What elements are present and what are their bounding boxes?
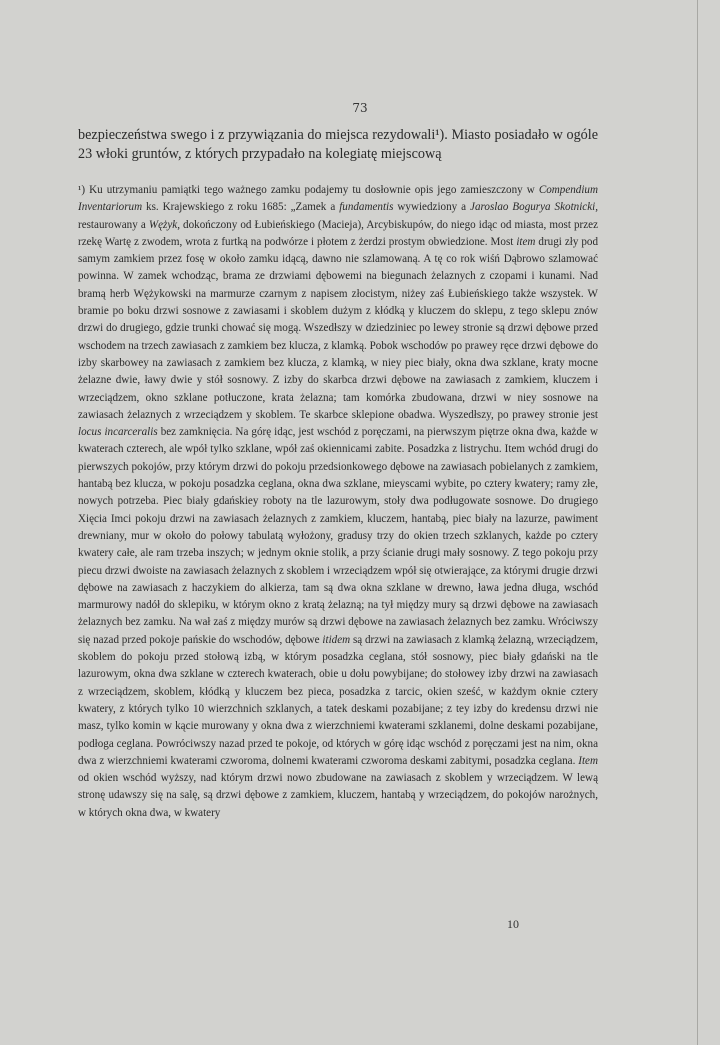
footnote-italic: Wężyk,	[148, 218, 180, 231]
page-fold-edge	[697, 0, 698, 1045]
footnote	[78, 182, 598, 822]
page-number: 73	[352, 101, 368, 115]
footnote-italic: fundamentis	[339, 201, 394, 214]
footnote-text: wywiedziony a	[393, 201, 471, 214]
footnote-italic: Jaroslao Bogurya Skotnicki,	[470, 201, 598, 214]
footnote-italic: item	[516, 235, 536, 248]
footnote-text: bez zamknięcia. Na górę idąc, jest wschód z poręczami, na pierwszym piętrze okna dwa, każde w kwaterach czterech, ale wpół tylko szklane, wpół zaś okiennicami zabite. Posadzka z listrychu. Item wchód drugi do pierwszych pokojów, przy którym drzwi do pokoju przedsionkowego dębowe na zawiasach pobielanych z zamkiem, hantabą bez klucza, w pokoju posadzka ceglana, okna dwa szklane, mieyscami wybite, po cztery kwatery; ramy złe, nowych potrzeba. Piec biały gdańskiey roboty na tle lazurowym, stoły dwa podługowate sosnowe. Do drugiego Xięcia Imci pokoju drzwi na zawiasach żelaznych z zamkiem, kluczem, hantabą, piec biały na lazurze, pawiment drewniany, mur w około do połowy tabulatą wyłożony, gradusy trzy do okien trzech szklanych, każde po cztery kwatery całe, ale ram trzeba inszych; w jednym oknie stolik, a przy ścianie drugi mały sosnowy. Z tego pokoju przy piecu drzwi dwoiste na zawiasach żelaznych z skoblem i wrzeciądzem wpół się otwierające, za którymi drugie drzwi dębowe na zawiasach z haczykiem do alkierza, tam są dwa okna szklane w drewno, ława jedna długa, wschód marmurowy nadół do sklepiku, w którym okno z kratą żelazną; na tył między mury są drzwi dębowe na zawiasach żelaznych bez zamku. Na wał zaś z między murów są drzwi dębowe na zawiasach żelaznych bez zamku. Wróciwszy się nazad przed pokoje pańskie do wschodów, dębowe	[78, 426, 598, 646]
footnote-italic: itidem	[322, 633, 351, 646]
footnote-text: dokończony od Łubieńskiego (Macieja), Arcybiskupów, do niego idąc od miasta, most przez rzekę Wartę z zwodem, wrota z furtką na podwórze i płotem z żerdzi prostym obwiedzione. Most	[78, 218, 598, 248]
footnote-italic: locus incarceralis	[78, 426, 158, 439]
footnote-text: od okien wschód wyższy, nad którym drzwi nowo zbudowane na zawiasach z skoblem y wrzeciądzem. W lewą stronę udawszy się na salę, są drzwi dębowe z zamkiem, kluczem, hantabą y wrzeciądzem, do pokojów narożnych, w których okna dwa, w kwatery	[78, 772, 598, 819]
footnote-text: ¹) Ku utrzymaniu pamiątki tego ważnego zamku podajemy tu dosłownie opis jego zamieszczony w	[78, 184, 539, 196]
footnote-text: restaurowany a	[78, 218, 149, 231]
footnote-italic: Item	[578, 754, 598, 767]
footnote-italic: Compendium Inventariorum	[78, 184, 598, 214]
main-paragraph: bezpieczeństwa swego i z przywiązania do miejsca rezydowali¹). Miasto posiadało w ogóle 23 włoki gruntów, z których przypadało na kolegiatę miejscową	[78, 127, 598, 162]
footnote-text: ks. Krajewskiego z roku 1685: „Zamek a	[142, 201, 340, 214]
page-content	[78, 126, 598, 822]
signature-mark: 10	[507, 917, 519, 931]
footnote-text: są drzwi na zawiasach z klamką żelazną, wrzeciądzem, skoblem do pokoju przed stołową izbą, w którym posadzka ceglana, stół sosnowy, piec biały gdański na tle lazurowym, okna dwa szklane w czterech kwaterach, obie u dołu powybijane; do stołowey izby drzwi na zawiasach z wrzeciądzem, skoblem, kłódką y kluczem bez pieca, posadzka z tarcic, okien sześć, w każdym oknie cztery kwatery, z których tylko 10 wierzchnich szklanych, a tatek deskami pozabijane; z tey izby do kredensu drzwi nie masz, tylko komin w kącie murowany y okna dwa z wierzchniemi kwaterami szklanemi, dolne deskami pozabijane, podłoga ceglana. Powróciwszy nazad przed te pokoje, od których w górę idąc wschód z poręczami jest na nim, okna dwa z wierzchniemi kwaterami czworoma, dolnemi kwaterami czworoma deskami zabitymi, posadzka ceglana.	[78, 633, 598, 767]
footnote-text: drugi zły pod samym zamkiem przez fosę w około zamku idącą, dawno nie szlamowaną. A tę co rok wiśń Dąbrowo szlamować powinna. W zamek wchodząc, brama ze drzwiami dębowemi na biegunach żelaznych z czopami i kunami. Nad bramą herb Wężykowski na marmurze czarnym z napisem złocistym, niżey zaś Łubieńskiego także wszystek. W bramie po boku drzwi sosnowe z zawiasami i skoblem dużym z kłódką y kluczem do sklepu, z tego sklepu znów drzwi do drugiego, gdzie trunki chować się mogą. Wszedłszy w dziedziniec po lewey stronie są drzwi dębowe przed wschodem na trzech zawiasach z zamkiem bez klucza, z klamką. Pobok wschodów po prawey ręce drzwi dębowe do izby skarbowey na zawiasach z zamkiem bez klucza, z klamką, w niey piec biały, okna dwa szklane, kraty mocne żelazne dwie, ławy dwie y stół sosnowy. Z izby do skarbca drzwi dębowe na zawiasach z zamkiem, kluczem i wrzeciądzem, okno szklane potłuczone, krata żelazna; tam komórka zbudowana, drzwi w niey sosnowe na zawiasach żelaznych z wrzeciądzem y skoblem. Te skarbce sklepione obadwa. Wyszedłszy, po prawey stronie jest	[78, 235, 598, 421]
